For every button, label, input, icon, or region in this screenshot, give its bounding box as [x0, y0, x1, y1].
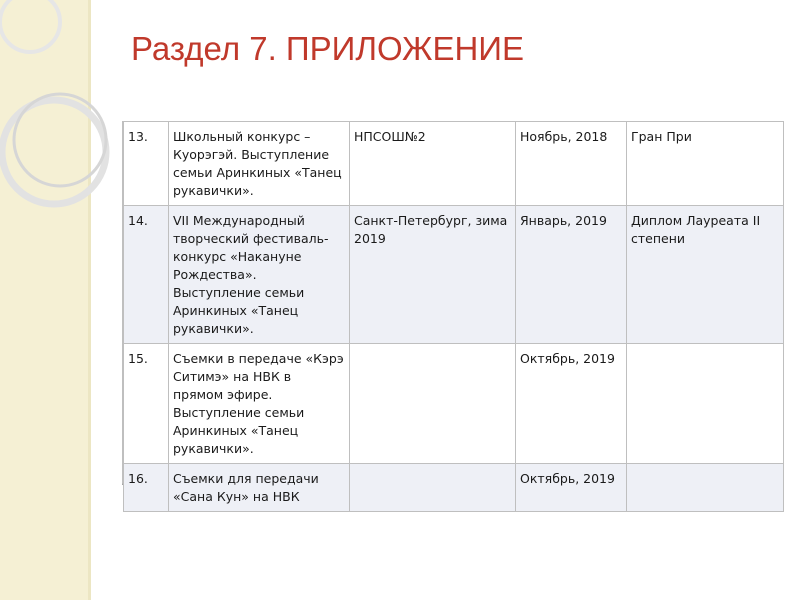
records-table-container	[122, 121, 764, 504]
cell-number: 14.	[124, 206, 169, 344]
cell-organizer	[350, 344, 516, 464]
cell-event: VII Международный творческий фестиваль-конкурс «Накануне Рождества». Выступление семьи Аринкиных «Танец рукавички».	[169, 206, 350, 344]
decorative-ring-top	[0, 0, 60, 52]
cell-date: Январь, 2019	[516, 206, 627, 344]
page-title: Раздел 7. ПРИЛОЖЕНИЕ	[131, 30, 525, 67]
decorative-ring-outer	[2, 100, 106, 204]
table-row	[124, 464, 784, 512]
cell-event: Школьный конкурс – Куорэгэй. Выступление семьи Аринкиных «Танец рукавички».	[169, 122, 350, 206]
cell-organizer	[350, 464, 516, 512]
cell-event: Съемки для передачи «Сана Кун» на НВК	[169, 464, 350, 512]
cell-event: Съемки в передаче «Кэрэ Ситимэ» на НВК в прямом эфире. Выступление семьи Аринкиных «Танец рукавички».	[169, 344, 350, 464]
cell-organizer: Санкт-Петербург, зима 2019	[350, 206, 516, 344]
records-table	[123, 121, 784, 512]
decorative-ring-inner	[14, 94, 106, 186]
cell-result	[627, 464, 784, 512]
cell-organizer: НПСОШ№2	[350, 122, 516, 206]
cell-date: Ноябрь, 2018	[516, 122, 627, 206]
cell-result: Диплом Лауреата II степени	[627, 206, 784, 344]
cell-result: Гран При	[627, 122, 784, 206]
cell-number: 13.	[124, 122, 169, 206]
table-row	[124, 122, 784, 206]
table-row	[124, 344, 784, 464]
cell-number: 16.	[124, 464, 169, 512]
cell-result	[627, 344, 784, 464]
cell-date: Октябрь, 2019	[516, 464, 627, 512]
cell-number: 15.	[124, 344, 169, 464]
table-row	[124, 206, 784, 344]
decorative-rings	[0, 0, 140, 260]
cell-date: Октябрь, 2019	[516, 344, 627, 464]
